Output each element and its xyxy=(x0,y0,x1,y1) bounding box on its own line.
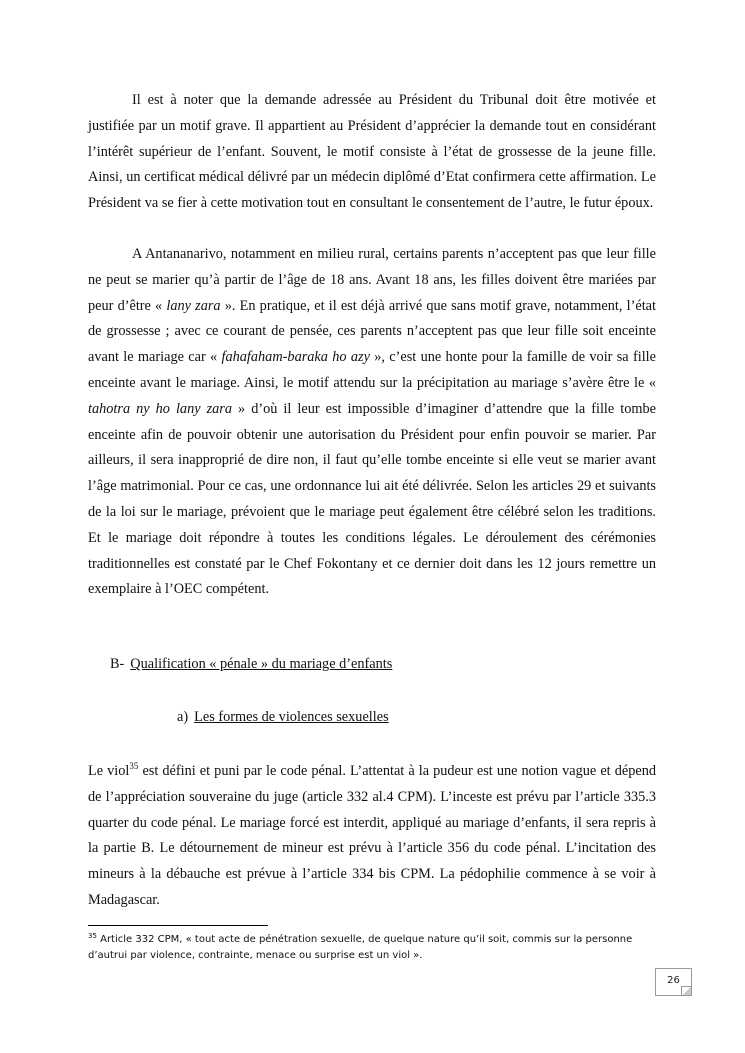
text-segment: » d’où il leur est impossible d’imaginer d’attendre que la fille tombe enceinte afin de pouvoir obtenir une autorisation du Président pour enfin pouvoir se marier. Par ailleurs, il sera inapproprié de dire non, il faut qu’elle tombe enceinte si elle veut se marier avant l’âge matrimonial. Pour ce cas, une ordonnance lui ait été délivrée. Selon les articles 29 et suivants de la loi sur le mariage, prévoient que le mariage peut également être célébré selon les traditions. Et le mariage doit répondre à toutes les conditions légales. Le déroulement des cérémonies traditionnelles est constaté par le Chef Fokontany et ce dernier doit dans les 12 jours remettre un exemplaire à l’OEC compétent. xyxy=(88,400,656,598)
page-corner-fold-icon xyxy=(681,986,691,995)
footnote-number: 35 xyxy=(88,932,97,940)
paragraph-motif-grave xyxy=(88,88,656,217)
malagasy-term: lany zara xyxy=(166,297,221,314)
paragraph-viol xyxy=(88,759,656,914)
text-segment: ». En pratique, et il est déjà arrivé que sans motif grave, notamment, l’état de grossesse ; avec ce courant de pensée, ces parents n’acceptent pas que leur fille soit enceinte avant le mariage car « xyxy=(88,297,656,366)
subsection-heading-a xyxy=(177,709,389,726)
paragraph-text: Il est à noter que la demande adressée au Président du Tribunal doit être motivée et justifiée par un motif grave. Il appartient au Président d’apprécier la demande tout en considérant l’intérêt supérieur de l’enfant. Souvent, le motif consiste à l’état de grossesse de la jeune fille. Ainsi, un certificat médical délivré par un médecin diplômé d’Etat confirmera cette affirmation. Le Président va se fier à cette motivation tout en consultant le consentement de l’autre, le futur époux. xyxy=(88,92,656,212)
footnote xyxy=(88,932,658,964)
page-number-label: 26 xyxy=(667,975,680,986)
section-title: Qualification « pénale » du mariage d’enfants xyxy=(130,656,393,672)
subsection-title: Les formes de violences sexuelles xyxy=(194,709,389,725)
malagasy-term: fahafaham-baraka ho azy xyxy=(221,349,370,366)
text-segment: Le viol xyxy=(88,763,130,779)
footnote-separator xyxy=(88,925,268,926)
subsection-marker: a) xyxy=(177,709,189,725)
text-segment: A Antananarivo, notamment en milieu rural, certains parents n’acceptent pas que leur fille ne peut se marier qu’à partir de l’âge de 18 ans. Avant 18 ans, les filles doivent être mariées par peur d’être « xyxy=(88,246,656,314)
section-marker: B- xyxy=(110,656,125,672)
section-heading-b xyxy=(110,656,392,673)
paragraph-antananarivo xyxy=(88,242,656,603)
text-segment: est défini et puni par le code pénal. L’attentat à la pudeur est une notion vague et dépend de l’appréciation souveraine du juge (article 332 al.4 CPM). L’inceste est prévu par l’article 335.3 quarter du code pénal. Le mariage forcé est interdit, appliqué au mariage d’enfants, il sera repris à la partie B. Le détournement de mineur est prévu à l’article 356 du code pénal. L’incitation des mineurs à la débauche est prévue à l’article 334 bis CPM. La pédophilie commence à se voir à Madagascar. xyxy=(88,763,656,908)
text-segment: », c’est une honte pour la famille de voir sa fille enceinte avant le mariage. Ainsi, le motif attendu sur la précipitation au mariage s’avère être le « xyxy=(88,349,656,391)
footnote-text: Article 332 CPM, « tout acte de pénétration sexuelle, de quelque nature qu’il soit, commis sur la personne d’autrui par violence, contrainte, menace ou surprise est un viol ». xyxy=(88,934,633,961)
footnote-reference[interactable]: 35 xyxy=(129,761,139,771)
malagasy-term: tahotra ny ho lany zara xyxy=(88,400,233,417)
